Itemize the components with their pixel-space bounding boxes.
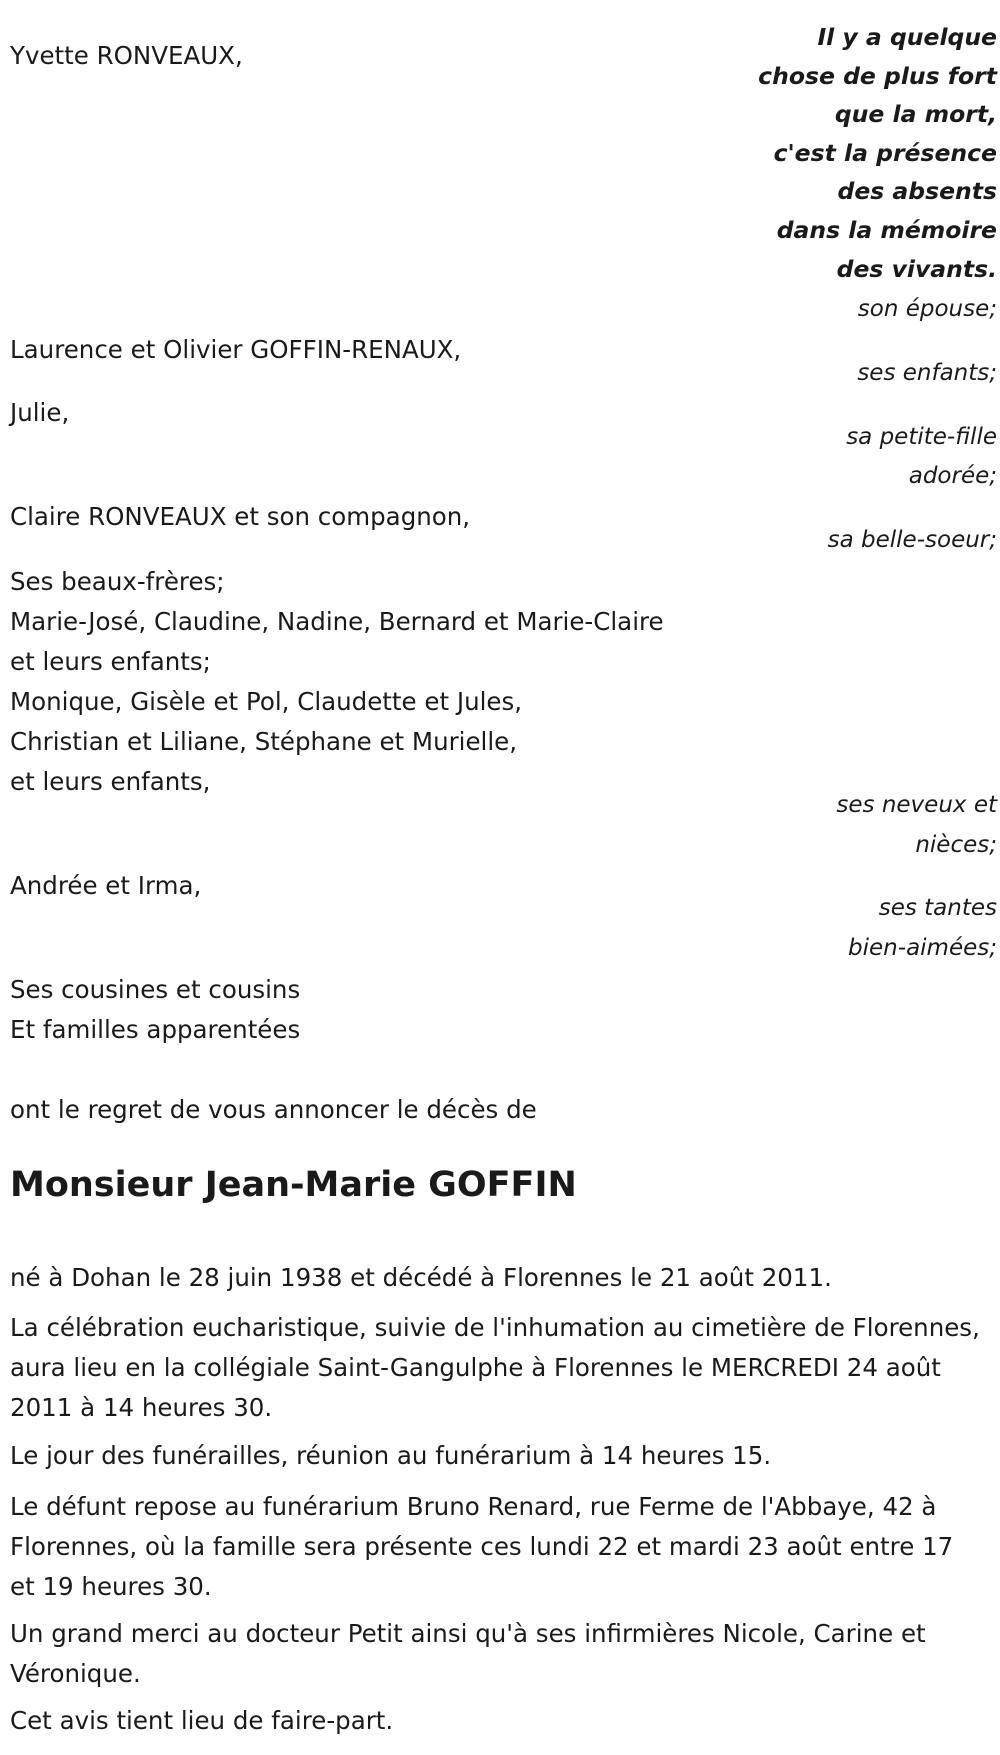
announcement: ont le regret de vous annoncer le décès de	[10, 1095, 537, 1124]
nephews-role-cont: nièces;	[915, 832, 997, 858]
granddaughter-name: Julie,	[10, 398, 70, 427]
sister-in-law-name: Claire RONVEAUX et son compagnon,	[10, 502, 471, 531]
in-laws-line: Monique, Gisèle et Pol, Claudette et Jules,	[10, 687, 523, 716]
aunts-role-cont: bien-aimées;	[848, 935, 997, 961]
relatives-line: Et familles apparentées	[10, 1015, 301, 1044]
quote-line: des vivants.	[836, 254, 997, 283]
in-laws-line: et leurs enfants;	[10, 647, 211, 676]
notice-info: Cet avis tient lieu de faire-part.	[10, 1706, 394, 1735]
cousins-line: Ses cousines et cousins	[10, 975, 301, 1004]
epigraph-quote	[758, 18, 997, 288]
in-laws-line: Christian et Liliane, Stéphane et Murielle,	[10, 727, 518, 756]
quote-line: dans la mémoire	[776, 215, 997, 244]
deceased-name: Monsieur Jean-Marie GOFFIN	[10, 1165, 577, 1205]
granddaughter-role-cont: adorée;	[908, 463, 997, 489]
granddaughter-role: sa petite-fille	[846, 424, 997, 450]
children-name: Laurence et Olivier GOFFIN-RENAUX,	[10, 335, 462, 364]
quote-line: que la mort,	[834, 100, 997, 129]
quote-line: c'est la présence	[773, 138, 997, 167]
aunts-role: ses tantes	[878, 895, 997, 921]
spouse-name: Yvette RONVEAUX,	[10, 41, 243, 70]
spouse-role: son épouse;	[857, 296, 997, 322]
quote-line: des absents	[837, 177, 997, 206]
nephews-role: ses neveux et	[836, 792, 997, 818]
sister-in-law-role: sa belle-soeur;	[827, 527, 997, 553]
ceremony-info: La célébration eucharistique, suivie de l'inhumation au cimetière de Florennes, aura lieu en la collégiale Saint-Gangulphe à Florennes le MERCREDI 24 août 2011 à 14 heures 30.	[10, 1313, 980, 1422]
aunts-name: Andrée et Irma,	[10, 871, 202, 900]
in-laws-line: Ses beaux-frères;	[10, 567, 225, 596]
birth-death-info: né à Dohan le 28 juin 1938 et décédé à Florennes le 21 août 2011.	[10, 1263, 832, 1292]
gathering-info: Le jour des funérailles, réunion au funérarium à 14 heures 15.	[10, 1441, 772, 1470]
thanks-info: Un grand merci au docteur Petit ainsi qu'à ses infirmières Nicole, Carine et Véronique.	[10, 1619, 926, 1688]
children-role: ses enfants;	[857, 360, 997, 386]
visitation-info: Le défunt repose au funérarium Bruno Renard, rue Ferme de l'Abbaye, 42 à Florennes, où la famille sera présente ces lundi 22 et mardi 23 août entre 17 et 19 heures 30.	[10, 1492, 954, 1601]
quote-line: chose de plus fort	[758, 61, 997, 90]
quote-line: Il y a quelque	[817, 23, 997, 51]
in-laws-line: Marie-José, Claudine, Nadine, Bernard et Marie-Claire	[10, 607, 664, 636]
in-laws-line: et leurs enfants,	[10, 767, 211, 796]
